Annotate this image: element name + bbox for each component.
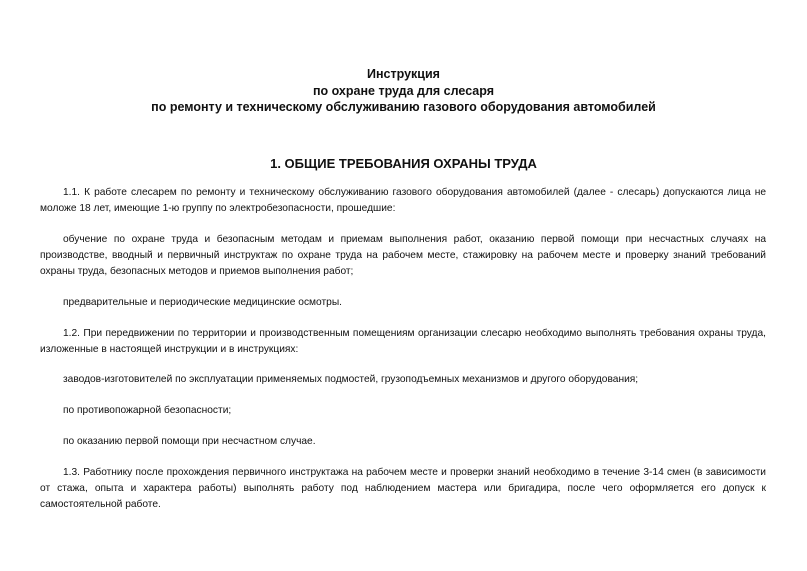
paragraph-first-aid: по оказанию первой помощи при несчастном случае.: [63, 436, 316, 447]
paragraph-medical: предварительные и периодические медицинские осмотры.: [63, 297, 342, 308]
paragraph-1-1: 1.1. К работе слесарем по ремонту и техническому обслуживанию газового оборудования автомобилей (далее - слесарь) допускаются лица не моложе 18 лет, имеющие 1-ю группу по электробезопасности, прошедшие:: [40, 187, 766, 214]
paragraph-training: обучение по охране труда и безопасным методам и приемам выполнения работ, оказанию первой помощи при несчастных случаях на производстве, вводный и первичный инструктаж по охране труда на рабочем месте, стажировку на рабочем месте и проверку знаний требований охраны труда, безопасных методов и приемов выполнения работ;: [40, 234, 766, 277]
title-line-2: по охране труда для слесаря: [312, 83, 495, 98]
title-line-1: Инструкция: [367, 67, 440, 81]
paragraph-manufacturers: заводов-изготовителей по эксплуатации применяемых подмостей, грузоподъемных механизмов и другого оборудования;: [63, 374, 639, 385]
title-line-3: по ремонту и техническому обслуживанию газового оборудования автомобилей: [151, 100, 656, 114]
paragraph-1-3: 1.3. Работнику после прохождения первичного инструктажа на рабочем месте и проверки знаний необходимо в течение 3-14 смен (в зависимости от стажа, опыта и характера работы) выполнять работу под наблюдением мастера или бригадира, после чего оформляется его допуск к самостоятельной работе.: [40, 467, 766, 510]
paragraph-fire-safety: по противопожарной безопасности;: [63, 405, 232, 416]
document-title: [0, 66, 807, 116]
section-heading: 1. ОБЩИЕ ТРЕБОВАНИЯ ОХРАНЫ ТРУДА: [270, 156, 537, 171]
paragraph-1-2: 1.2. При передвижении по территории и производственным помещениям организации слесарю необходимо выполнять требования охраны труда, изложенные в настоящей инструкции и в инструкциях:: [40, 328, 766, 355]
